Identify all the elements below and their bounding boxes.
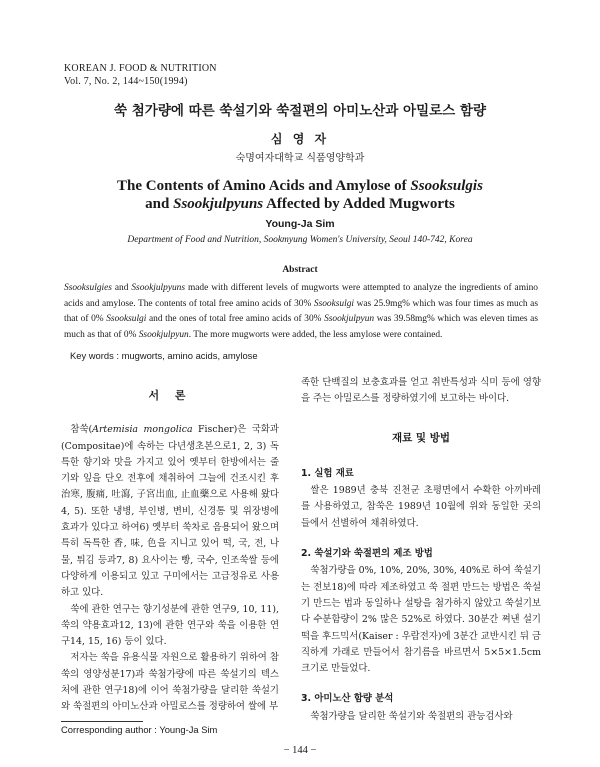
journal-volume: Vol. 7, No. 2, 144~150(1994) [64,76,188,87]
left-column [61,388,279,716]
journal-name: KOREAN J. FOOD & NUTRITION [64,63,217,74]
section-3-body: 쑥첨가량을 달리한 쑥설기와 쑥절편의 관능검사와 [310,710,513,722]
section-1-heading: 1. 실험 재료 [301,467,354,479]
abstract-body: Ssooksulgies and Ssookjulpyuns made with different levels of mugworts were attempted to analyze the ingredients of amino acids and amylose. The contents of total free amino acids of 30% Ssooksulgi was 25.9mg% which was four times as much as that of 0% Ssooksulgi and the ones of total free amino acids of 30% Ssookjulpyun was 39.58mg% which was eleven times as much as that of 0% Ssookjulpyun. The more mugworts were added, the less amylose were contained. [64,283,538,340]
keywords: Key words : mugworts, amino acids, amylose [70,350,258,361]
english-title-line2-suffix: Affected by Added Mugworts [263,196,455,212]
corresponding-author-footnote: Corresponding author : Young-Ja Sim [61,724,218,735]
intro-paragraph-3: 저자는 쑥을 유용식물 자원으로 활용하기 위하여 참쑥의 영양성분17)과 쑥첨가량에 따른 쑥설기의 텍스처에 관한 연구18)에 이어 쑥첨가량을 달리한 쑥설기와 쑥절편의 아미노산과 아밀로스를 정량하여 쌀에 부 [61,652,279,713]
intro-continuation: 족한 단백질의 보충효과를 얻고 취반특성과 식미 등에 영향을 주는 아밀로스를 정량하였기에 보고하는 바이다. [301,377,541,405]
section-1-body: 쌀은 1989년 충북 진천군 초평면에서 수확한 아끼바레를 사용하였고, 참쑥은 1989년 10월에 위와 동일한 곳의 들에서 선별하여 채취하였다. [301,485,541,529]
page-number: − 144 − [283,745,317,756]
korean-affiliation: 숙명여자대학교 식품영양학과 [235,153,365,164]
methods-heading: 재료 및 방법 [391,431,451,444]
introduction-heading: 서 론 [148,389,192,402]
korean-title: 쑥 첨가량에 따른 쑥설기와 쑥절편의 아미노산과 아밀로스 함량 [114,103,486,119]
english-title-line2-prefix: and [145,196,174,212]
english-title [0,177,600,213]
english-affiliation: Department of Food and Nutrition, Sookmyung Women's University, Seoul 140-742, Korea [127,235,473,245]
english-title-term1: Ssooksulgis [410,178,483,194]
right-column [301,375,541,725]
footnote-rule [61,721,143,722]
section-2-heading: 2. 쑥설기와 쑥절편의 제조 방법 [301,548,433,560]
english-author: Young-Ja Sim [265,218,335,230]
english-title-term2: Ssookjulpyuns [173,196,264,212]
intro-paragraph-1: 참쑥(Artemisia mongolica Fischer)은 국화과(Compositae)에 속하는 다년생초본으로1, 2, 3) 독특한 향기와 맛을 가지고 있어 옛부터 한방에서는 줄기와 잎을 단오 전후에 채취하여 그늘에 건조시킨 후 治寒, 腹痛, 吐瀉, 子宮出血, 止血藥으로 사용해 왔다4, 5). 또한 냉병, 부인병, 변비, 신경통 및 위장병에 효과가 있다고 하여6) 옛부터 쑥차로 음용되어 왔으며 특히 독특한 香, 味, 色을 지니고 있어 떡, 국, 전, 나물, 튀김 등과7, 8) 요사이는 빵, 국수, 인조쑥쌀 등에 다양하게 이용되고 있고 구미에서는 고급정유로 사용하고 있다. [61,424,279,599]
abstract-heading: Abstract [282,265,318,275]
section-3-heading: 3. 아미노산 함량 분석 [301,693,394,705]
korean-author: 심 영 자 [270,132,330,146]
section-2-body: 쑥첨가량을 0%, 10%, 20%, 30%, 40%로 하여 쑥설기는 전보18)에 따라 제조하였고 쑥 절편 만드는 방법은 쑥설기 만드는 법과 동일하나 설탕을 첨가하지 않았고 쑥설기보다 수분함량이 2% 많은 52%로 하였다. 30분간 쪄낸 설기떡을 후드믹서(Kaiser : 우람전자)에 3분간 교반시킨 뒤 금직하게 가래로 만들어서 참기름을 바르면서 5×5×1.5cm 크기로 만들었다. [301,565,542,675]
intro-paragraph-2: 쑥에 관한 연구는 향기성분에 관한 연구9, 10, 11), 쑥의 약용효과12, 13)에 관한 연구와 쑥을 이용한 연구14, 15, 16) 등이 있다. [61,603,279,648]
english-title-line1: The Contents of Amino Acids and Amylose of [117,178,411,194]
journal-header [64,62,217,88]
